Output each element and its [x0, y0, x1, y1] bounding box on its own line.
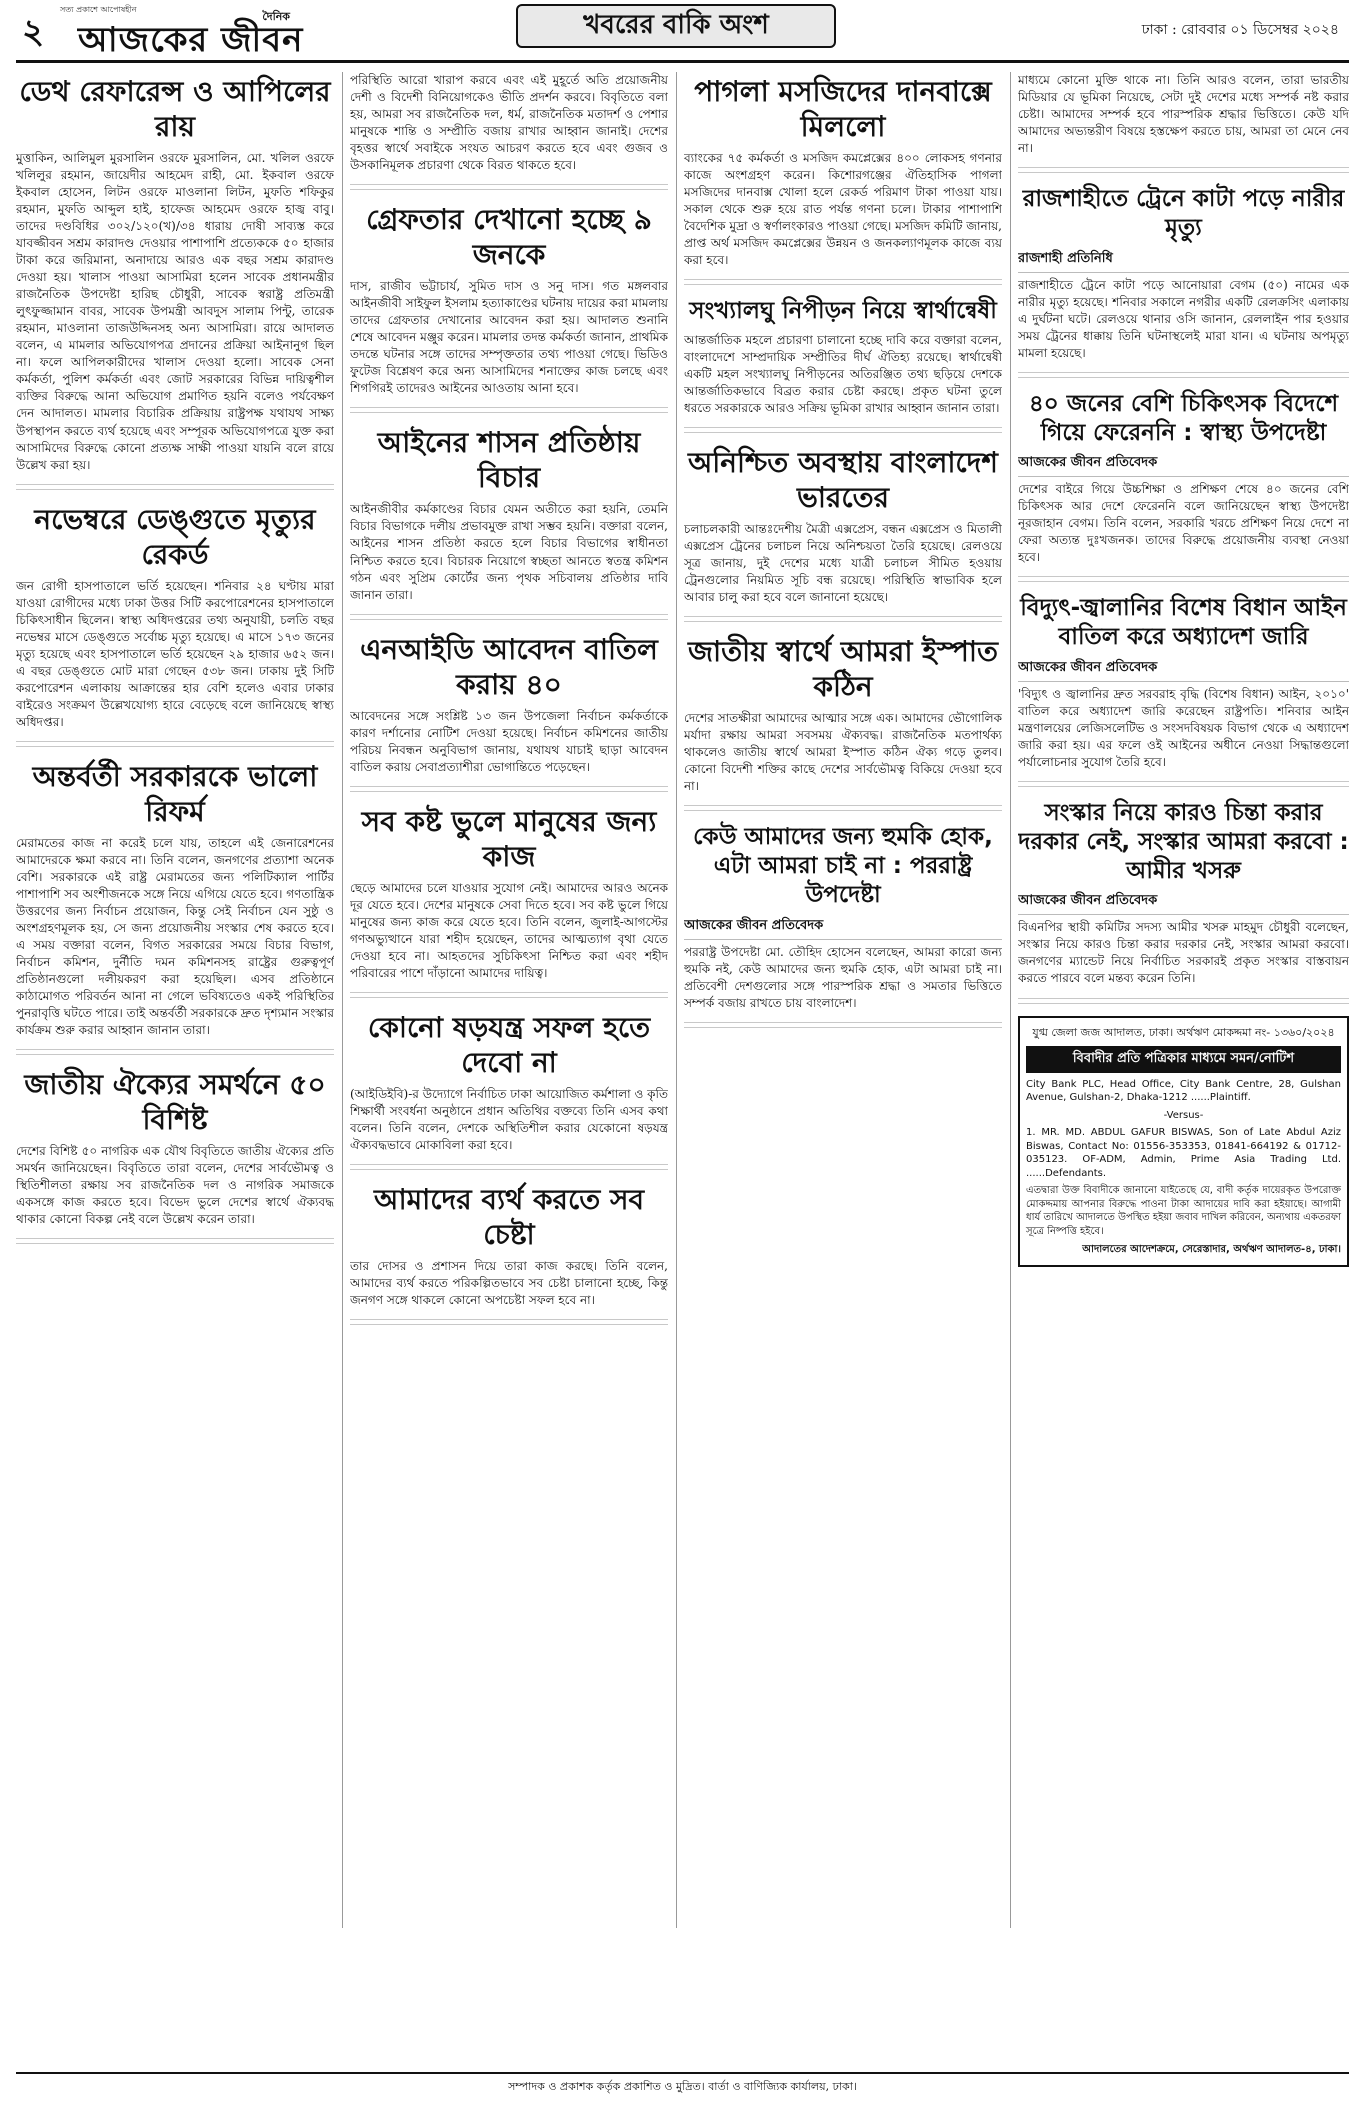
- article-headline: রাজশাহীতে ট্রেনে কাটা পড়ে নারীর মৃত্যু: [1022, 186, 1345, 241]
- notice-signature: আদালতের আদেশক্রমে, সেরেস্তাদার, অর্থঋণ আদালত-৪, ঢাকা।: [1082, 1244, 1341, 1255]
- article-continuation: [1018, 994, 1349, 1004]
- article-body: (আইডিইবি)-র উদ্যোগে নির্বাচিত ঢাকা আয়োজিত কর্মশালা ও কৃতি শিক্ষার্থী সংবর্ধনা অনুষ্ঠানে প্রধান অতিথির বক্তব্যে তিনি এসব কথা বলেন। তিনি বলেন, দেশকে অস্থিতিশীল করার যেকোনো ষড়যন্ত্র ঐক্যবদ্ধভাবে মোকাবিলা করা হবে।: [350, 1086, 668, 1152]
- article-headline: নভেম্বরে ডেঙ্গুতে মৃত্যুর রেকর্ড: [34, 502, 316, 571]
- column-rule: [342, 72, 343, 1928]
- article-body: তার দোসর ও প্রশাসন দিয়ে তারা কাজ করছে। তিনি বলেন, আমাদের ব্যর্থ করতে পরিকল্পিতভাবে সব চেষ্টা চালানো হচ্ছে, কিন্তু জনগণ সঙ্গে থাকলে কোনো অপচেষ্টা সফল হবে না।: [350, 1259, 668, 1308]
- notice-defendant: 1. MR. MD. ABDUL GAFUR BISWAS, Son of Late Abdul Aziz Biswas, Contact No: 01556-353353, 01841-664192 & 01712-035123. OF-ADM, Admin, Prime Asia Trading Ltd. ......Defendants.: [1026, 1127, 1341, 1179]
- article-continuation: [684, 801, 1002, 811]
- article-body: ব্যাংকের ৭৫ কর্মকর্তা ও মসজিদ কমপ্লেক্সের ৪০০ লোকসহ গণনার কাজে অংশগ্রহণ করেন। কিশোরগঞ্জের ঐতিহাসিক পাগলা মসজিদের দানবাক্স খোলা হলে রেকর্ড পরিমাণ টাকা পাওয়া যায়। সকাল থেকে শুরু হয়ে রাত পর্যন্ত গণনা চলে। টাকার পাশাপাশি বৈদেশিক মুদ্রা ও স্বর্ণালংকারও পাওয়া গেছে। মসজিদ কমিটি জানায়, প্রাপ্ত অর্থ মসজিদ কমপ্লেক্সের উন্নয়ন ও জনকল্যাণমূলক কাজে ব্যয় করা হবে।: [684, 151, 1002, 268]
- article-headline: ৪০ জনের বেশি চিকিৎসক বিদেশে গিয়ে ফেরেননি : স্বাস্থ্য উপদেষ্টা: [1028, 390, 1339, 446]
- article: [16, 74, 334, 490]
- column-3: [684, 72, 1002, 1928]
- column-1: [16, 72, 334, 1928]
- page-footer: সম্পাদক ও প্রকাশক কর্তৃক প্রকাশিত ও মুদ্রিত। বার্তা ও বাণিজ্যিক কার্যালয়, ঢাকা।: [16, 2072, 1349, 2097]
- article: [350, 1182, 668, 1325]
- article: [684, 634, 1002, 811]
- article: [350, 804, 668, 998]
- article-continuation: [350, 403, 668, 413]
- article: [350, 72, 668, 190]
- article: [1018, 185, 1349, 378]
- article: [350, 1010, 668, 1170]
- article-headline: এনআইডি আবেদন বাতিল করায় ৪০: [360, 632, 658, 701]
- article-headline: জাতীয় স্বার্থে আমরা ইস্পাত কঠিন: [687, 635, 998, 704]
- article-byline: আজকের জীবন প্রতিবেদক: [1018, 658, 1349, 682]
- article: [1018, 390, 1349, 583]
- article: [684, 297, 1002, 433]
- article-headline: সংস্কার নিয়ে কারও চিন্তা করার দরকার নেই, সংস্কার আমরা করবো : আমীর খসরু: [1018, 800, 1349, 884]
- article-continuation: [350, 1315, 668, 1325]
- article-continuation: [684, 275, 1002, 285]
- article: [16, 1067, 334, 1244]
- article-body: রাজশাহীতে ট্রেনে কাটা পড়ে আনোয়ারা বেগম (৫০) নামের এক নারীর মৃত্যু হয়েছে। শনিবার সকালে নগরীর একটি রেলক্রসিং এলাকায় এ দুর্ঘটনা ঘটে। রেলওয়ে থানার ওসি জানান, রেললাইন পার হওয়ার সময় ট্রেনের ধাক্কায় তিনি ঘটনাস্থলেই মারা যান। এ ঘটনায় অপমৃত্যু মামলা হয়েছে।: [1018, 277, 1349, 360]
- article-headline: আমাদের ব্যর্থ করতে সব চেষ্টা: [373, 1183, 645, 1252]
- article-headline: বিদ্যুৎ-জ্বালানির বিশেষ বিধান আইন বাতিল করে অধ্যাদেশ জারি: [1020, 595, 1347, 651]
- article: [350, 425, 668, 619]
- article-byline: আজকের জীবন প্রতিবেদক: [1018, 453, 1349, 477]
- article: [350, 632, 668, 792]
- article-continuation: [684, 1018, 1002, 1028]
- column-rule: [1010, 72, 1011, 1928]
- article: [350, 202, 668, 413]
- article-continuation: [350, 988, 668, 998]
- article-headline: গ্রেফতার দেখানো হচ্ছে ৯ জনকে: [366, 203, 652, 272]
- article-continuation: [350, 782, 668, 792]
- article-body: পরিস্থিতি আরো খারাপ করবে এবং এই মুহূর্তে অতি প্রয়োজনীয় দেশী ও বিদেশী বিনিয়োগকেও ভীতি প্রদর্শন করবে। বিবৃতিতে বলা হয়, আমরা সব রাজনৈতিক দল, ধর্ম, রাজনৈতিক মতাদর্শ ও পেশার মানুষকে শান্তি ও সম্প্রীতি বজায় রাখার আহ্বান জানাই। দেশের বৃহত্তর স্বার্থে সবাইকে সংযত আচরণ করতে হবে এবং গুজব ও উসকানিমূলক প্রচারণা থেকে বিরত থাকতে হবে।: [350, 73, 668, 173]
- article-body: চলাচলকারী আন্তঃদেশীয় মৈত্রী এক্সপ্রেস, বন্ধন এক্সপ্রেস ও মিতালী এক্সপ্রেস ট্রেনের চলাচল নিয়ে অনিশ্চয়তা তৈরি হয়েছে। রেলওয়ে সূত্র জানায়, দুই দেশের মধ্যে যাত্রী চলাচল সীমিত হওয়ায় ট্রেনগুলোর নিয়মিত সূচি বন্ধ রয়েছে। পরিস্থিতি স্বাভাবিক হলে আবার চালু করা হবে বলে জানানো হয়েছে।: [684, 522, 1002, 605]
- newspaper-logo: [60, 4, 310, 60]
- logo-name: আজকের জীবন: [78, 20, 304, 60]
- notice-plaintiff: City Bank PLC, Head Office, City Bank Centre, 28, Gulshan Avenue, Gulshan-2, Dhaka-1212 ......Plaintiff.: [1026, 1078, 1341, 1103]
- masthead: [16, 0, 1349, 63]
- article-headline: অনিশ্চিত অবস্থায় বাংলাদেশ ভারতের: [688, 446, 998, 515]
- article-byline: আজকের জীবন প্রতিবেদক: [684, 916, 1002, 940]
- logo-daily-label: দৈনিক: [262, 10, 290, 23]
- article-body: আবেদনের সঙ্গে সংশ্লিষ্ট ১৩ জন উপজেলা নির্বাচন কর্মকর্তাকে কারণ দর্শানোর নোটিশ দেওয়া হয়েছে। নির্বাচন কমিশনের জাতীয় পরিচয় নিবন্ধন অনুবিভাগ জানায়, যথাযথ যাচাই ছাড়া আবেদন বাতিল করায় সেবাপ্রত্যাশীরা ভোগান্তিতে পড়েছেন।: [350, 708, 668, 774]
- article-continuation: [684, 612, 1002, 622]
- article-body: দেশের বিশিষ্ট ৫০ নাগরিক এক যৌথ বিবৃতিতে জাতীয় ঐক্যের প্রতি সমর্থন জানিয়েছেন। বিবৃতিতে তারা বলেন, দেশের সার্বভৌমত্ব ও স্থিতিশীলতা রক্ষায় সব রাজনৈতিক দল ও নাগরিক সমাজকে একসঙ্গে কাজ করতে হবে। বিভেদ ভুলে দেশের স্বার্থে ঐক্যবদ্ধ থাকার কোনো বিকল্প নেই বলে উল্লেখ করেন তারা।: [16, 1144, 334, 1227]
- column-rule: [676, 72, 677, 1928]
- article: [1018, 594, 1349, 787]
- article-headline: আইনের শাসন প্রতিষ্ঠায় বিচার: [377, 426, 641, 495]
- article-body: দাস, রাজীব ভট্টাচার্য, সুমিত দাস ও সনু দাস। গত মঙ্গলবার আইনজীবী সাইফুল ইসলাম হত্যাকাণ্ডের ঘটনায় দায়ের করা মামলায় তাদের গ্রেফতার দেখানোর আবেদন করা হয়। আদালত শুনানি শেষে আবেদন মঞ্জুর করেন। মামলার তদন্ত কর্মকর্তা জানান, প্রাথমিক তদন্তে ঘটনার সঙ্গে তাদের সম্পৃক্ততার তথ্য পাওয়া গেছে। ভিডিও ফুটেজ বিশ্লেষণ করে অন্য আসামিদের শনাক্তের কাজ চলছে এবং শিগগিরই তাদেরও আইনের আওতায় আনা হবে।: [350, 279, 668, 396]
- column-2: [350, 72, 668, 1928]
- article: [684, 74, 1002, 285]
- article: [684, 823, 1002, 1027]
- article-body: দেশের সাতক্ষীরা আমাদের আত্মার সঙ্গে এক। আমাদের ভৌগোলিক মর্যাদা রক্ষায় আমরা সবসময় ঐক্যবদ্ধ। রাজনৈতিক মতপার্থক্য থাকলেও জাতীয় স্বার্থে আমরা ইস্পাত কঠিন ঐক্য গড়ে তুলব। কোনো বিদেশী শক্তির কাছে দেশের সার্বভৌমত্ব বিকিয়ে দেওয়া হবে না।: [684, 711, 1002, 794]
- article-headline: জাতীয় ঐক্যের সমর্থনে ৫০ বিশিষ্ট: [24, 1068, 326, 1137]
- article-continuation: [350, 180, 668, 190]
- article-body: আন্তর্জাতিক মহলে প্রচারণা চালানো হচ্ছে দাবি করে বক্তারা বলেন, বাংলাদেশে সাম্প্রদায়িক সম্প্রীতির দীর্ঘ ঐতিহ্য রয়েছে। স্বার্থান্বেষী একটি মহল সংখ্যালঘু নিপীড়নের অতিরঞ্জিত তথ্য ছড়িয়ে দেশকে আন্তর্জাতিকভাবে বিব্রত করার চেষ্টা করছে। প্রকৃত ঘটনা তুলে ধরতে সরকারকে আরও সক্রিয় ভূমিকা রাখার আহ্বান জানান তারা।: [684, 332, 1002, 416]
- court-notice: [1018, 1016, 1349, 1268]
- article-continuation: [16, 737, 334, 747]
- article-body: আইনজীবীর কর্মকাণ্ডের বিচার যেমন অতীতে করা হয়নি, তেমনি বিচার বিভাগকে দলীয় প্রভাবমুক্ত রাখা সম্ভব হয়নি। বক্তারা বলেন, আইনের শাসন প্রতিষ্ঠা করতে হলে বিচার বিভাগের স্বাধীনতা নিশ্চিত করতে হবে। বিচারক নিয়োগে স্বচ্ছতা আনতে স্বতন্ত্র কমিশন গঠন এবং সুপ্রিম কোর্টের জন্য পৃথক সচিবালয় প্রতিষ্ঠার দাবি জানান তারা।: [350, 502, 668, 602]
- article-byline: আজকের জীবন প্রতিবেদক: [1018, 891, 1349, 915]
- article-body: দেশের বাইরে গিয়ে উচ্চশিক্ষা ও প্রশিক্ষণ শেষে ৪০ জনের বেশি চিকিৎসক আর দেশে ফেরেননি বলে জানিয়েছেন স্বাস্থ্য উপদেষ্টা নূরজাহান বেগম। তিনি বলেন, সরকারি খরচে প্রশিক্ষণ নিয়ে দেশে না ফেরা অত্যন্ত দুঃখজনক। তাদের বিরুদ্ধে প্রয়োজনীয় ব্যবস্থা নেওয়া হবে।: [1018, 482, 1349, 565]
- article-continuation: [1018, 777, 1349, 787]
- article-headline: পাগলা মসজিদের দানবাক্সে মিললো: [694, 75, 992, 143]
- article-headline: সংখ্যালঘু নিপীড়ন নিয়ে স্বার্থান্বেষী: [689, 298, 997, 325]
- article-continuation: [1018, 572, 1349, 582]
- article-body: মেরামতের কাজ না করেই চলে যায়, তাহলে এই জেনারেশনের আমাদেরকে ক্ষমা করবে না। তিনি বলেন, জনগণের প্রত্যাশা অনেক বেশি। সরকারকে এই রাষ্ট্র মেরামতের জন্য পলিটিক্যাল পার্টির পাশাপাশি সব অংশীজনকে সঙ্গে নিয়ে এগিয়ে যেতে হবে। গণতান্ত্রিক উত্তরণের জন্য নির্বাচন প্রয়োজন, কিন্তু সেই নির্বাচন যেন সুষ্ঠু ও অংশগ্রহণমূলক হয়, সে জন্য প্রয়োজনীয় সংস্কার শেষ করতে হবে। এ সময় বক্তারা বলেন, বিগত সরকারের সময়ে বিচার বিভাগ, নির্বাচন কমিশন, দুর্নীতি দমন কমিশনসহ রাষ্ট্রের গুরুত্বপূর্ণ প্রতিষ্ঠানগুলো দলীয়করণ করা হয়েছিল। এসব প্রতিষ্ঠানে কাঠামোগত পরিবর্তন আনা না গেলে ভবিষ্যতেও একই পরিস্থিতির পুনরাবৃত্তি ঘটতে পারে। তাই অন্তর্বর্তী সরকারকে দ্রুত দৃশ্যমান সংস্কার কার্যক্রম শুরু করার আহ্বান জানান তারা।: [16, 835, 334, 1038]
- article: [16, 759, 334, 1055]
- article: [16, 502, 334, 747]
- article: [1018, 799, 1349, 1003]
- logo-motto: সত্য প্রকাশে আপোষহীন: [60, 5, 137, 14]
- article-continuation: [16, 1234, 334, 1244]
- column-4: [1018, 72, 1349, 1928]
- article-body: মুত্তাকিন, আলিমুল মুরসালিন ওরফে মুরসালিন, মো. খলিল ওরফে খলিলুর রহমান, জায়েদীর আহমেদ রাহী, মো. ইকবাল ওরফে ইকবাল হোসেন, লিটন ওরফে মাওলানা লিটন, মুফতি শফিকুর রহমান, মুফতি আব্দুল হাই, হাফেজ আহমেদ ওরফে হাজ্ব বাবু। তাদের দণ্ডবিধির ৩০২/১২০(খ)/৩৪ ধারায় দোষী সাব্যস্ত করে যাবজ্জীবন সশ্রম কারাদণ্ড দেওয়ার পাশাপাশি প্রত্যেককে ৫০ হাজার টাকা করে জরিমানা, অনাদায়ে আরও এক বছর সশ্রম কারাদণ্ড দেওয়া হয়। খালাস পাওয়া আসামিরা হলেন সাবেক প্রধানমন্ত্রীর রাজনৈতিক উপদেষ্টা হারিছ চৌধুরী, সাবেক স্বরাষ্ট্র প্রতিমন্ত্রী লুৎফুজ্জামান বাবর, সাবেক উপমন্ত্রী আবদুস সালাম পিন্টু, তারেক রহমান, মাওলানা তাজউদ্দিনসহ অন্য আসামিরা। রায়ে আদালত বলেন, এ মামলার অভিযোগপত্র প্রদানের প্রক্রিয়া আইনানুগ ছিল না। ফলে আপিলকারীদের খালাস দেওয়া হলো। সাবেক সেনা কর্মকর্তা, পুলিশ কর্মকর্তা এবং জোট সরকারের বিভিন্ন দায়িত্বশীল ব্যক্তির বিরুদ্ধে আনা অভিযোগ প্রমাণিত হয়নি বলেও পর্যবেক্ষণ দেন আদালত। মামলার বিচারিক প্রক্রিয়ায় রাষ্ট্রপক্ষ যথাযথ সাক্ষ্য উপস্থাপন করতে ব্যর্থ হয়েছে এবং সম্পূরক অভিযোগপত্রে যুক্ত করা আসামিদের বিরুদ্ধে কোনো প্রত্যক্ষ সাক্ষী পাওয়া যায়নি বলে রায়ে উল্লেখ করা হয়।: [16, 151, 334, 472]
- article-continuation: [1018, 163, 1349, 173]
- notice-versus: -Versus-: [1163, 1109, 1204, 1121]
- article-body: বিএনপির স্থায়ী কমিটির সদস্য আমীর খসরু মাহমুদ চৌধুরী বলেছেন, সংস্কার নিয়ে কারও চিন্তা করার দরকার নেই, সংস্কার আমরা করবো। জনগণের ম্যান্ডেট নিয়ে নির্বাচিত সরকারই প্রকৃত সংস্কার বাস্তবায়ন করতে পারবে বলে মন্তব্য করেন তিনি।: [1018, 920, 1349, 986]
- article-continuation: [16, 1045, 334, 1055]
- article-columns: [16, 72, 1349, 1928]
- article-headline: কেউ আমাদের জন্য হুমকি হোক, এটা আমরা চাই না : পররাষ্ট্র উপদেষ্টা: [693, 824, 993, 908]
- article-continuation: [16, 480, 334, 490]
- page-number: ২: [22, 12, 45, 52]
- article-continuation: [684, 423, 1002, 433]
- article-continuation: [350, 610, 668, 620]
- article-body: মাধ্যমে কোনো মুক্তি থাকে না। তিনি আরও বলেন, তারা ভারতীয় মিডিয়ার যে ভূমিকা নিয়েছে, সেটা দুই দেশের মধ্যে সম্পর্ক নষ্ট করার চেষ্টা। আমাদের সম্পর্ক হবে পারস্পরিক শ্রদ্ধার ভিত্তিতে। কেউ যদি আমাদের অভ্যন্তরীণ বিষয়ে হস্তক্ষেপ করতে চায়, আমরা তা মেনে নেব না।: [1018, 73, 1349, 156]
- article-body: ছেড়ে আমাদের চলে যাওয়ার সুযোগ নেই। আমাদের আরও অনেক দূর যেতে হবে। দেশের মানুষকে সেবা দিতে হবে। সব কষ্ট ভুলে গিয়ে মানুষের জন্য কাজ করে যেতে হবে। তিনি বলেন, জুলাই-আগস্টের গণঅভ্যুত্থানে যারা শহীদ হয়েছেন, তাদের আত্মত্যাগ বৃথা যেতে দেওয়া হবে না। আহতদের সুচিকিৎসা নিশ্চিত করা এবং শহীদ পরিবারের পাশে দাঁড়ানো আমাদের দায়িত্ব।: [350, 880, 668, 980]
- article-continuation: [1018, 368, 1349, 378]
- dateline: ঢাকা : রোববার ০১ ডিসেম্বর ২০২৪: [1141, 22, 1339, 38]
- article-body: 'বিদ্যুৎ ও জ্বালানির দ্রুত সরবরাহ বৃদ্ধি (বিশেষ বিধান) আইন, ২০১০' বাতিল করে অধ্যাদেশ জারি করেছেন রাষ্ট্রপতি। শনিবার আইন মন্ত্রণালয়ের লেজিসলেটিভ ও সংসদবিষয়ক বিভাগ থেকে এ অধ্যাদেশ জারি করা হয়। এর ফলে ওই আইনের অধীনে নেওয়া সিদ্ধান্তগুলো পর্যালোচনার সুযোগ তৈরি হবে।: [1018, 686, 1349, 770]
- section-title: খবরের বাকি অংশ: [516, 4, 836, 48]
- article-headline: কোনো ষড়যন্ত্র সফল হতে দেবো না: [367, 1010, 651, 1079]
- article: [684, 445, 1002, 622]
- notice-body: এতদ্বারা উক্ত বিবাদীকে জানানো যাইতেছে যে, বাদী কর্তৃক দায়েরকৃত উপরোক্ত মোকদ্দমায় আপনার বিরুদ্ধে পাওনা টাকা আদায়ের দাবি করা হইয়াছে। আগামী ধার্য তারিখে আদালতে উপস্থিত হইয়া জবাব দাখিল করিবেন, অন্যথায় একতরফা সূত্রে নিষ্পত্তি হইবে।: [1026, 1185, 1341, 1237]
- notice-title: বিবাদীর প্রতি পত্রিকার মাধ্যমে সমন/নোটিশ: [1026, 1046, 1341, 1073]
- article-continuation: [350, 1160, 668, 1170]
- article-body: পররাষ্ট্র উপদেষ্টা মো. তৌহিদ হোসেন বলেছেন, আমরা কারো জন্য হুমকি নই, কেউ আমাদের জন্য হুমকি হোক, এটা আমরা চাই না। প্রতিবেশী দেশগুলোর সঙ্গে পারস্পরিক শ্রদ্ধা ও সমতার ভিত্তিতে সম্পর্ক বজায় রাখতে চায় বাংলাদেশ।: [684, 944, 1002, 1010]
- article-headline: অন্তর্বর্তী সরকারকে ভালো রিফর্ম: [32, 759, 318, 828]
- notice-header: যুগ্ম জেলা জজ আদালত, ঢাকা। অর্থঋণ মোকদ্দমা নং- ১৩৬০/২০২৪: [1032, 1025, 1335, 1039]
- article-body: জন রোগী হাসপাতালে ভর্তি হয়েছেন। শনিবার ২৪ ঘণ্টায় মারা যাওয়া রোগীদের মধ্যে ঢাকা উত্তর সিটি করপোরেশনের হাসপাতালে চিকিৎসাধীন ছিলেন। স্বাস্থ্য অধিদপ্তরের তথ্য অনুযায়ী, চলতি বছর নভেম্বর মাসে ডেঙ্গুতে সর্বোচ্চ মৃত্যু হয়েছে। এ মাসে ১৭৩ জনের মৃত্যু হয়েছে এবং হাসপাতালে ভর্তি হয়েছেন ২৯ হাজার ৬৫২ জন। এ বছর ডেঙ্গুতে মোট মারা গেছেন ৫৩৮ জন। ঢাকায় দুই সিটি করপোরেশন এলাকায় আক্রান্তের হার বেশি হলেও এবার ঢাকার বাইরেও সংক্রমণ উল্লেখযোগ্য হারে বেড়েছে বলে জানিয়েছে স্বাস্থ্য অধিদপ্তর।: [16, 578, 334, 729]
- article: [1018, 72, 1349, 173]
- article-headline: সব কষ্ট ভুলে মানুষের জন্য কাজ: [361, 804, 657, 873]
- article-byline: রাজশাহী প্রতিনিধি: [1018, 249, 1349, 273]
- article-headline: ডেথ রেফারেন্স ও আপিলের রায়: [19, 75, 331, 143]
